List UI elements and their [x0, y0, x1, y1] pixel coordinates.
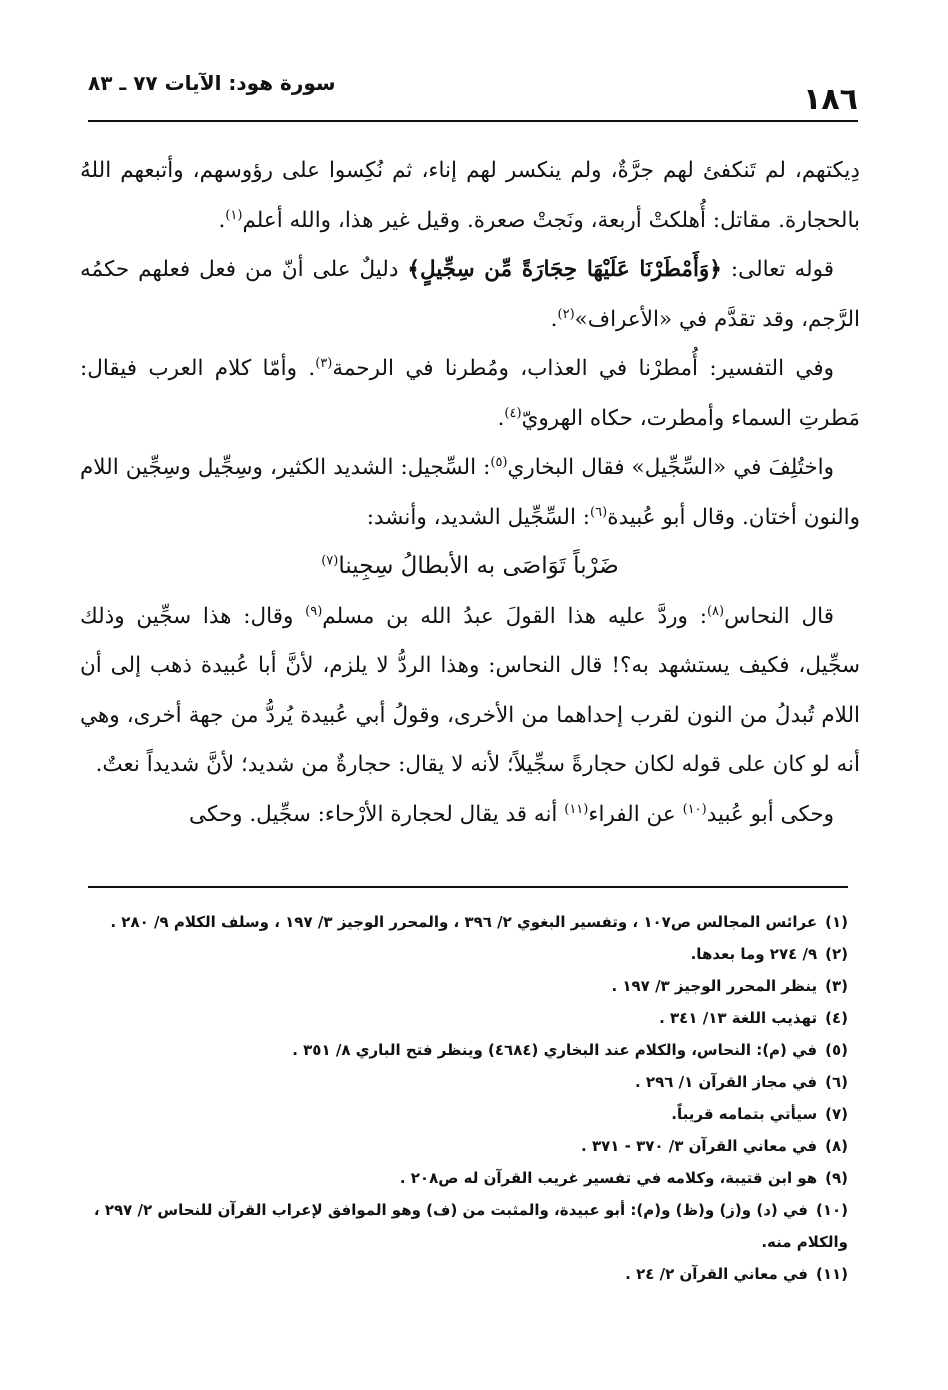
footnote-ref: (٣) [315, 355, 333, 371]
footnote-number: (٣) [825, 977, 848, 995]
footnote-text: ينظر المحرر الوجيز ٣/ ١٩٧ . [611, 977, 818, 995]
paragraph-4 [80, 443, 860, 542]
paragraph-text: . وأمّا كلام العرب فيقال: مَطرتِ السماء وأمطرت، حكاه الهرويّ [80, 356, 860, 431]
footnote-text: في (د) و(ز) و(ظ) و(م): أبو عبيدة، والمثبت من (ف) وهو الموافق لإعراب القرآن للنحاس ٢/ ٢٩٧ ، والكلام منه. [93, 1201, 848, 1251]
footnote [78, 1130, 848, 1162]
footnote-number: (٩) [825, 1169, 848, 1187]
footnote-ref: (٢) [557, 306, 575, 322]
footnote-number: (٤) [825, 1009, 848, 1027]
footnote [78, 1066, 848, 1098]
footnote-text: في معاني القرآن ٢/ ٢٤ . [625, 1265, 808, 1283]
footnote-text: ٩/ ٢٧٤ وما بعدها. [690, 945, 818, 963]
verse-text: ضَرْباً تَوَاصَى به الأبطالُ سِجِينا [338, 553, 619, 579]
quran-verse-quote: ﴿وَأَمْطَرْنَا عَلَيْهَا حِجَارَةً مِّن سِجِّيلٍ﴾ [407, 257, 722, 282]
paragraph-2 [80, 245, 860, 344]
paragraph-text: قال النحاس [724, 603, 834, 629]
footnote-ref: (١١) [564, 801, 589, 817]
page-number: ١٨٦ [803, 82, 858, 117]
footnote-text: عرائس المجالس ص١٠٧ ، وتفسير البغوي ٢/ ٣٩٦ ، والمحرر الوجيز ٣/ ١٩٧ ، وسلف الكلام ٩/ ٢٨٠ . [110, 913, 818, 931]
footnote-ref: (٥) [490, 454, 508, 470]
footnote [78, 938, 848, 970]
footnote-ref: (٦) [590, 504, 608, 520]
paragraph-3 [80, 344, 860, 443]
paragraph-text: وحكى أبو عُبيد [706, 801, 834, 827]
footnote [78, 1258, 848, 1290]
paragraph-text: : السِّجِّيل الشديد، وأنشد: [366, 504, 591, 530]
footnote-ref: (١) [225, 207, 243, 223]
footnote [78, 970, 848, 1002]
footnote [78, 1194, 848, 1258]
footnote-text: هو ابن قتيبة، وكلامه في تفسير غريب القرآن له ص٢٠٨ . [399, 1169, 818, 1187]
footnote-ref: (١٠) [682, 801, 707, 817]
footnote-text: في مجاز القرآن ١/ ٢٩٦ . [635, 1073, 818, 1091]
paragraph-text: أنه قد يقال لحجارة الأرْحاء: سجِّيل. وحكى [189, 801, 565, 827]
footnote-text: في (م): النحاس، والكلام عند البخاري (٤٦٨٤) وينظر فتح الباري ٨/ ٣٥١ . [292, 1041, 818, 1059]
footnote [78, 1002, 848, 1034]
paragraph-text: : السِّجيل: الشديد الكثير، وسِجِّيل وسِجِّين اللام والنون أختان. وقال أبو عُبيدة [80, 455, 860, 530]
paragraph-6 [80, 790, 860, 840]
paragraph-text: قوله تعالى: [721, 257, 834, 282]
paragraph-end: . [550, 306, 558, 332]
footnotes [78, 906, 848, 1290]
footnote-number: (٦) [825, 1073, 848, 1091]
paragraph-text: دِيكتهم، لم تَنكفئ لهم جرَّةٌ، ولم ينكسر لهم إناء، ثم نُكِسوا على رؤوسهم، وأتبعهم اللهُ بالحجارة. مقاتل: أُهلكتْ أربعة، ونَجتْ صعرة. وقيل غير هذا، والله أعلم [80, 158, 860, 233]
running-title: سورة هود: الآيات ٧٧ ـ ٨٣ [88, 71, 336, 95]
footnote-ref: (٩) [305, 603, 323, 619]
footnote-divider [88, 886, 848, 888]
paragraph-text: دليلٌ على أنّ من فعل فعلهم حكمُه الرَّجم، وقد تقدَّم في «الأعراف» [80, 257, 860, 332]
footnote-number: (١) [825, 913, 848, 931]
footnote [78, 1034, 848, 1066]
footnote [78, 906, 848, 938]
poetry-verse [80, 542, 860, 592]
paragraph-text: وقال: هذا سجِّين وذلك سجِّيل، فكيف يستشهد به؟! قال النحاس: وهذا الردُّ لا يلزم، لأنَّ أبا عُبيدة ذهب إلى أن اللام تُبدلُ من النون لقرب إحداهما من الأخرى، وقولُ أبي عُبيدة يُردُّ من جهة أخرى، وهي أنه لو كان على قوله لكان حجارةً سجِّيلاً؛ لأنه لا يقال: حجارةٌ من شديد؛ لأنَّ شديداً نعتٌ. [80, 603, 860, 777]
footnote-number: (١٠) [815, 1201, 848, 1219]
paragraph-end: . [497, 405, 505, 431]
paragraph-end: . [218, 207, 226, 233]
footnote-number: (٢) [825, 945, 848, 963]
paragraph-1 [80, 146, 860, 245]
paragraph-text: عن الفراء [588, 801, 683, 827]
footnote-ref: (٧) [321, 553, 339, 569]
footnote [78, 1098, 848, 1130]
footnote-text: في معاني القرآن ٣/ ٣٧٠ - ٣٧١ . [581, 1137, 818, 1155]
footnote-number: (١١) [815, 1265, 848, 1283]
footnote-text: سيأتي بتمامه قريباً. [671, 1105, 818, 1123]
paragraph-5 [80, 592, 860, 790]
footnote-ref: (٤) [504, 405, 522, 421]
footnote-number: (٧) [825, 1105, 848, 1123]
paragraph-text: واختُلِفَ في «السِّجِّيل» فقال البخاري [507, 455, 834, 480]
footnote-number: (٥) [825, 1041, 848, 1059]
footnote-number: (٨) [825, 1137, 848, 1155]
page-header [88, 66, 858, 122]
footnote [78, 1162, 848, 1194]
paragraph-text: وفي التفسير: أُمطرْنا في العذاب، ومُطرنا في الرحمة [332, 356, 834, 381]
footnote-text: تهذيب اللغة ١٣/ ٣٤١ . [659, 1009, 818, 1027]
paragraph-text: : وردَّ عليه هذا القولَ عبدُ الله بن مسلم [322, 603, 707, 629]
main-text [80, 146, 860, 839]
footnote-ref: (٨) [706, 603, 725, 619]
